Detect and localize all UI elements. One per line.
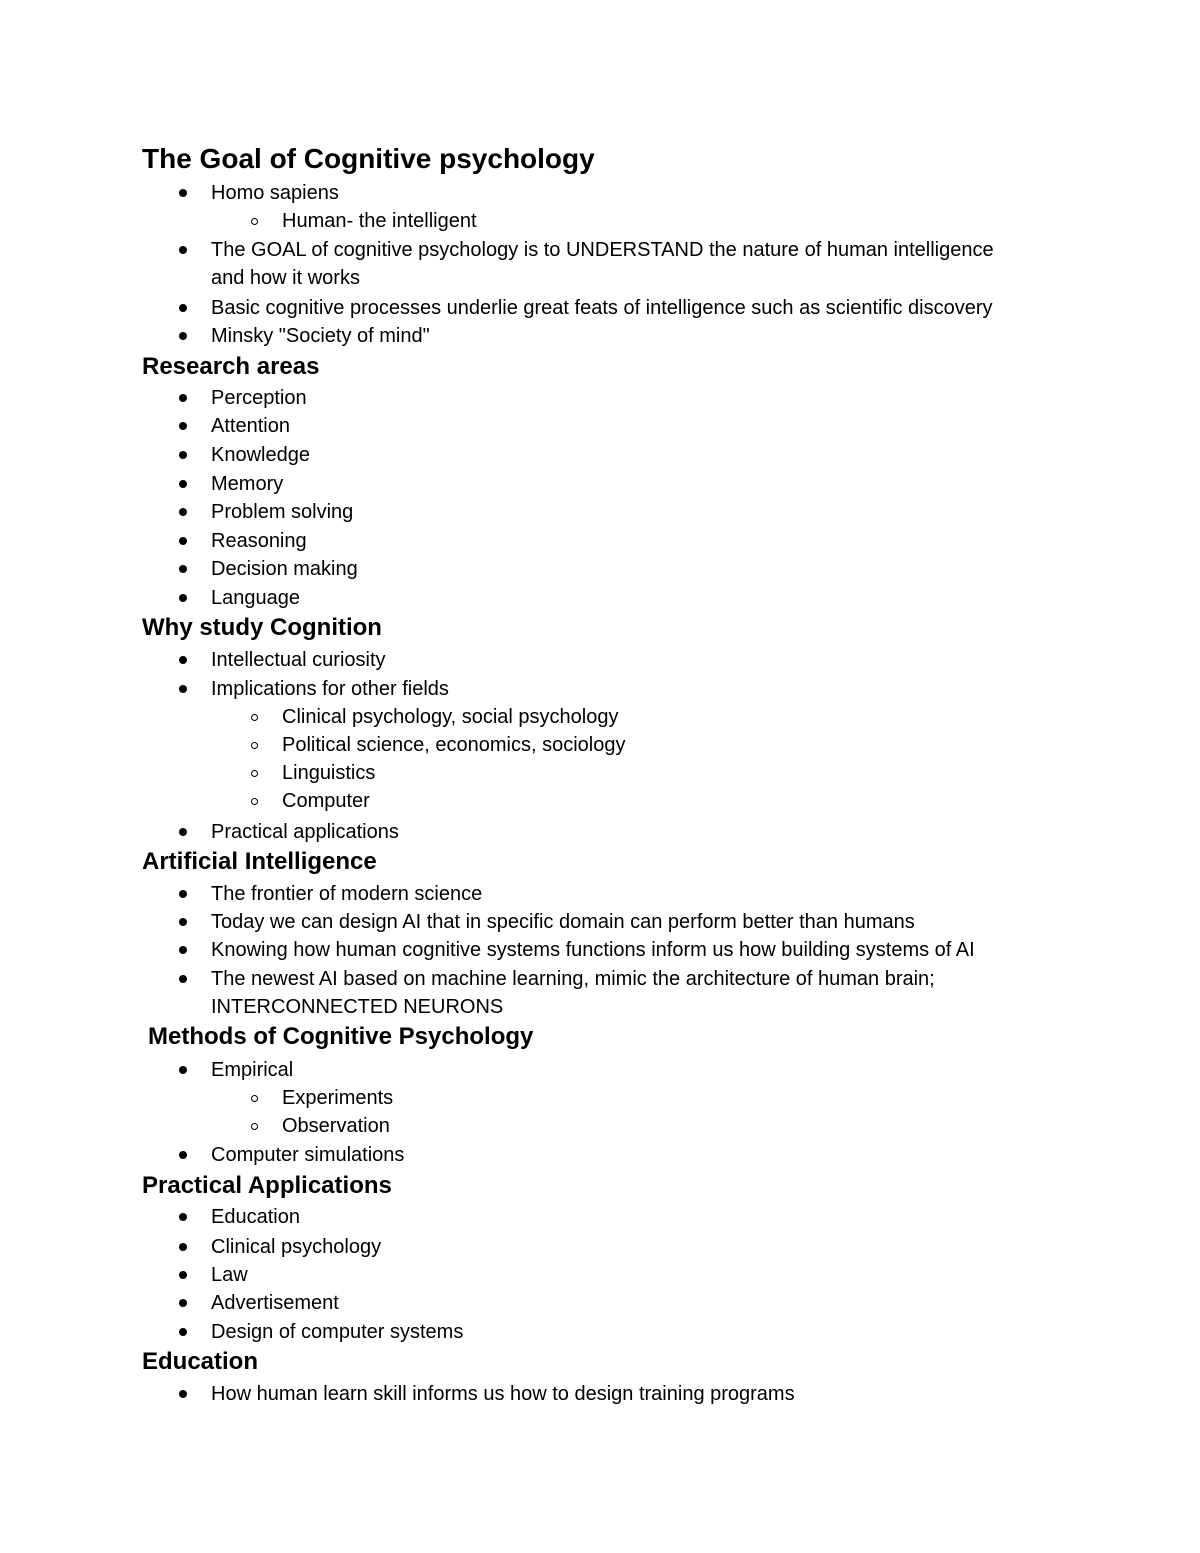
bullet xyxy=(179,1390,187,1398)
sub-bullet xyxy=(251,798,258,805)
bullet xyxy=(179,946,187,954)
list-item: Intellectual curiosity xyxy=(211,649,386,671)
list-item: Attention xyxy=(211,415,290,437)
list-item: Computer xyxy=(282,790,370,812)
list-item: Perception xyxy=(211,387,307,409)
bullet xyxy=(179,1328,187,1336)
bullet xyxy=(179,480,187,488)
list-item: Linguistics xyxy=(282,762,376,784)
list-item: Law xyxy=(211,1264,248,1286)
list-item: Advertisement xyxy=(211,1292,339,1314)
list-item: Computer simulations xyxy=(211,1144,405,1166)
sub-bullet xyxy=(251,742,258,749)
list-item: Empirical xyxy=(211,1059,294,1081)
list-item: Practical applications xyxy=(211,821,399,843)
bullet xyxy=(179,332,187,340)
list-item: Problem solving xyxy=(211,501,354,523)
bullet xyxy=(179,394,187,402)
page-title: The Goal of Cognitive psychology xyxy=(142,143,595,174)
list-item-continuation: and how it works xyxy=(211,267,360,289)
bullet xyxy=(179,975,187,983)
bullet xyxy=(179,304,187,312)
list-item: Clinical psychology xyxy=(211,1236,382,1258)
list-item: Homo sapiens xyxy=(211,182,339,204)
list-item: Observation xyxy=(282,1115,390,1137)
bullet xyxy=(179,918,187,926)
list-item: Basic cognitive processes underlie great feats of intelligence such as scientific discovery xyxy=(211,297,993,319)
list-item: The newest AI based on machine learning, mimic the architecture of human brain; xyxy=(211,968,935,990)
bullet xyxy=(179,1243,187,1251)
section-heading: Why study Cognition xyxy=(142,614,382,641)
bullet xyxy=(179,508,187,516)
bullet xyxy=(179,1213,187,1221)
sub-bullet xyxy=(251,1123,258,1130)
list-item: Design of computer systems xyxy=(211,1321,464,1343)
bullet xyxy=(179,828,187,836)
list-item: Decision making xyxy=(211,558,358,580)
list-item: Language xyxy=(211,587,300,609)
list-item-continuation: INTERCONNECTED NEURONS xyxy=(211,996,504,1018)
list-item: Knowing how human cognitive systems functions inform us how building systems of AI xyxy=(211,939,975,961)
section-heading: Artificial Intelligence xyxy=(142,848,377,875)
list-item: Memory xyxy=(211,473,284,495)
bullet xyxy=(179,656,187,664)
bullet xyxy=(179,1151,187,1159)
list-item: Knowledge xyxy=(211,444,310,466)
sub-bullet xyxy=(251,218,258,225)
bullet xyxy=(179,685,187,693)
bullet xyxy=(179,1271,187,1279)
list-item: Clinical psychology, social psychology xyxy=(282,706,619,728)
bullet xyxy=(179,422,187,430)
sub-bullet xyxy=(251,714,258,721)
list-item: The GOAL of cognitive psychology is to UNDERSTAND the nature of human intelligence xyxy=(211,239,994,261)
bullet xyxy=(179,565,187,573)
list-item: Today we can design AI that in specific domain can perform better than humans xyxy=(211,911,915,933)
list-item: Human- the intelligent xyxy=(282,210,477,232)
section-heading: Education xyxy=(142,1348,259,1375)
section-heading: Research areas xyxy=(142,353,320,380)
bullet xyxy=(179,890,187,898)
sub-bullet xyxy=(251,1095,258,1102)
list-item: Implications for other fields xyxy=(211,678,449,700)
list-item: Experiments xyxy=(282,1087,394,1109)
bullet xyxy=(179,1066,187,1074)
list-item: The frontier of modern science xyxy=(211,883,483,905)
bullet xyxy=(179,451,187,459)
list-item: How human learn skill informs us how to design training programs xyxy=(211,1383,795,1405)
bullet xyxy=(179,1299,187,1307)
bullet xyxy=(179,189,187,197)
list-item: Education xyxy=(211,1206,300,1228)
list-item: Political science, economics, sociology xyxy=(282,734,626,756)
list-item: Reasoning xyxy=(211,530,307,552)
bullet xyxy=(179,594,187,602)
bullet xyxy=(179,246,187,254)
section-heading: Practical Applications xyxy=(142,1172,392,1199)
section-heading: Methods of Cognitive Psychology xyxy=(148,1023,534,1050)
bullet xyxy=(179,537,187,545)
list-item: Minsky "Society of mind" xyxy=(211,325,430,347)
sub-bullet xyxy=(251,770,258,777)
